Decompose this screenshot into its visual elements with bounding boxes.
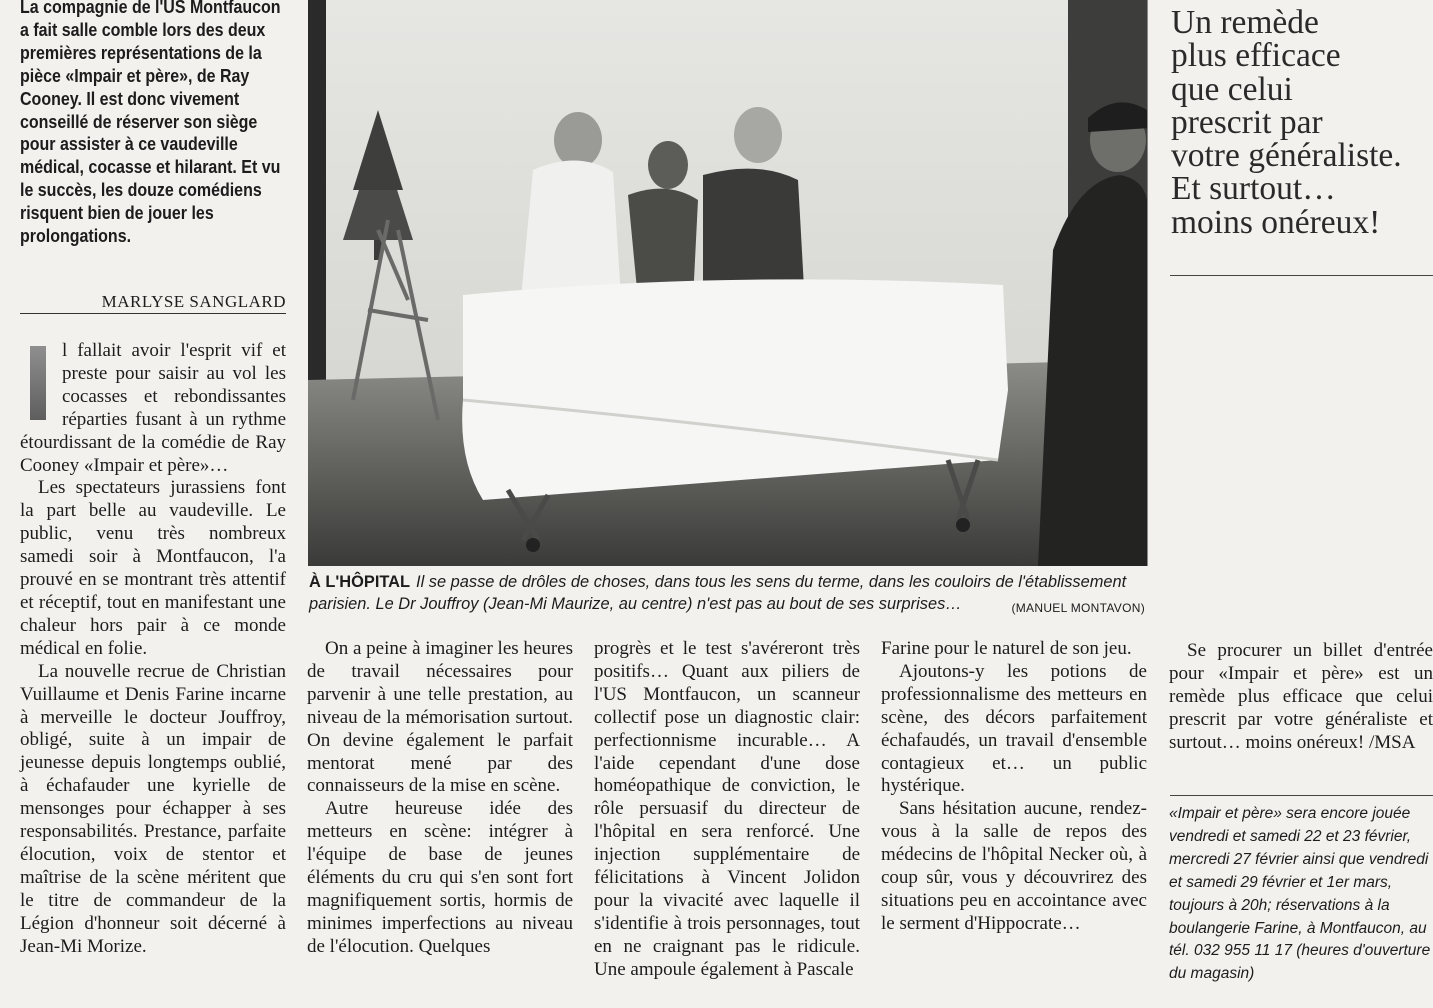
pull-quote [1171,6,1433,239]
pull-quote-line: prescrit par [1171,103,1323,141]
caption-kicker: À L'HÔPITAL [309,573,411,591]
paragraph [20,340,286,477]
paragraph-text: l fallait avoir l'esprit vif et preste pour saisir au vol les cocasses et rebondissantes réparties fusant à un rythme étourdissant de la comédie de Ray Cooney «Impair et père»… [20,340,286,476]
photo-caption [309,571,1145,619]
author-byline: MARLYSE SANGLARD [20,292,286,314]
paragraph: progrès et le test s'avéreront très positifs… Quant aux piliers de l'US Montfaucon, un scanneur collectif pose un diagnostic clair: perfectionnisme incurable… A l'aide cependant d'une dose homéopathique de conviction, le rôle persuasif du directeur de l'hôpital en sera renforcé. Une injection supplémentaire de félicitations à Vincent Jolidon pour la vivacité avec laquelle il s'identifie à trois personnages, tout en ne craignant pas le ridicule. Une ampoule également à Pascale [594,638,860,980]
pull-quote-line: Un remède [1171,4,1319,41]
article-column-5 [1169,640,1433,755]
paragraph: Se procurer un billet d'entrée pour «Impair et père» est un remède plus efficace que celui prescrit par votre généraliste et surtout… moins onéreux! /MSA [1169,640,1433,753]
paragraph: On a peine à imaginer les heures de travail nécessaires pour parvenir à une telle prestation, au niveau de la mémorisation surtout. On devine également le parfait mentorat mené par des connaisseurs de la mise en scène. [307,638,573,797]
news-photo [308,0,1148,566]
divider [1170,275,1433,276]
paragraph: Farine pour le naturel de son jeu. [881,638,1132,659]
pull-quote-line: que celui [1171,70,1293,108]
pull-quote-line: moins onéreux! [1171,203,1381,241]
practical-info: «Impair et père» sera encore jouée vendredi et samedi 22 et 23 février, mercredi 27 février ainsi que vendredi et samedi 29 février et 1er mars, toujours à 20h; réservations à la boulangerie Farine, à Montfaucon, au tél. 032 955 11 17 (heures d'ouverture du magasin) [1169,805,1431,983]
article-lead: La compagnie de l'US Montfaucon a fait salle comble lors des deux premières représentations de la pièce «Impair et père», de Ray Cooney. Il est donc vivement conseillé de réserver son siège pour assister à ce vaudeville médical, cocasse et hilarant. Et vu le succès, les douze comédiens risquent bien de jouer les prolongations. [20,0,281,247]
paragraph: Sans hésitation aucune, rendez-vous à la salle de repos des médecins de l'hôpital Necker où, à coup sûr, vous y découvrirez des situations peu en accointance avec le serment d'Hippocrate… [881,798,1147,934]
caption-text: Il se passe de drôles de choses, dans tous les sens du terme, dans les couloirs de l'établissement parisien. Le Dr Jouffroy (Jean-Mi Maurize, au centre) n'est pas au bout de ses surprises… [309,573,1127,613]
article-column-1 [20,340,286,958]
paragraph: Les spectateurs jurassiens font la part belle au vaudeville. Le public, venu très nombreux samedi soir à Montfaucon, l'a prouvé en se montrant très attentif et réceptif, tout en manifestant une chaleur hors pair à ce monde médical en folie. [20,477,286,659]
pull-quote-line: votre généraliste. [1171,137,1402,175]
pull-quote-line: plus efficace [1171,37,1341,75]
photo-illustration [308,0,1148,566]
article-column-3 [594,638,860,982]
paragraph: La nouvelle recrue de Christian Vuillaume et Denis Farine incarne à merveille le docteur Jouffroy, obligé, suite à un impair de jeunesse depuis longtemps oublié, à échafauder une kyrielle de mensonges pour échapper à ses responsabilités. Prestance, parfaite élocution, voix de stentor et maîtrise de la scène méritent que le titre de commandeur de la Légion d'honneur soit décerné à Jean-Mi Morize. [20,660,286,957]
article-column-4 [881,638,1147,936]
paragraph: Autre heureuse idée des metteurs en scène: intégrer à l'équipe de base de jeunes éléments du cru qui s'en sont fort magnifiquement sortis, hormis de minimes imperfections au niveau de l'élocution. Quelques [307,798,573,957]
drop-cap-initial [30,346,46,420]
divider [1170,795,1433,796]
photo-credit: (MANUEL MONTAVON) [1011,601,1145,615]
paragraph: Ajoutons-y les potions de professionnalisme des metteurs en scène, des décors parfaitement échafaudés, un travail d'ensemble contagieux et… un public hystérique. [881,660,1147,797]
pull-quote-line: Et surtout… [1171,170,1336,208]
article-column-2 [307,638,573,959]
